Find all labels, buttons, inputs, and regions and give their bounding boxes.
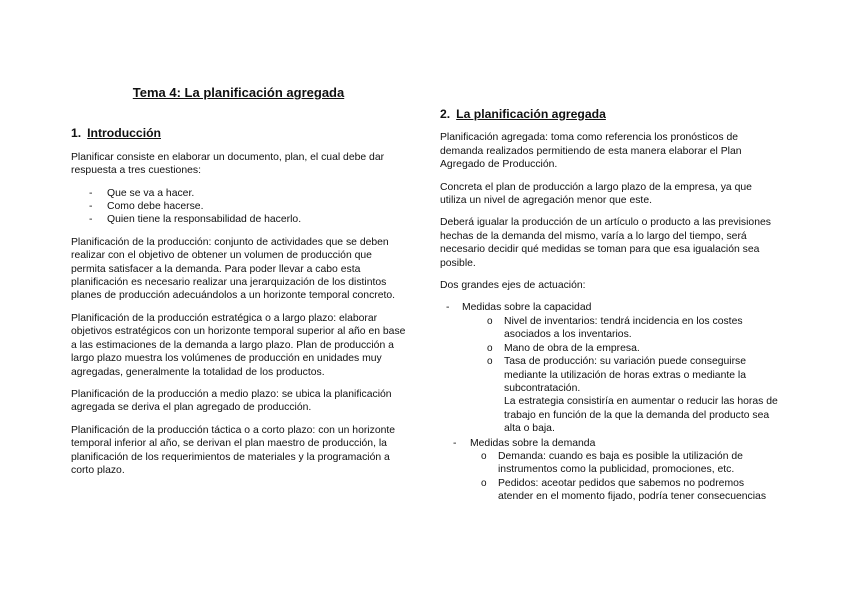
section-2-title: La planificación agregada — [456, 107, 606, 121]
list-item: - Como debe hacerse. — [71, 200, 406, 213]
section-1-number: 1. — [71, 126, 82, 141]
section-2-number: 2. — [440, 107, 451, 121]
axes-list — [440, 301, 780, 503]
medium-term-paragraph: Planificación de la producción a medio plazo: se ubica la planificación agregada se deriva el plan agregado de producción. — [71, 388, 392, 414]
intro-paragraph: Planificar consiste en elaborar un documento, plan, el cual debe dar respuesta a tres cuestiones: — [71, 151, 385, 177]
definition-paragraph: Planificación agregada: toma como referencia los pronósticos de demanda realizados permitiendo de esta manera elaborar el Plan Agregado de Producción. — [440, 132, 742, 171]
list-item: o Mano de obra de la empresa. — [484, 342, 780, 355]
list-item: o Pedidos: aceotar pedidos que sabemos no podremos atender en el momento fijado, podría tener consecuencias — [478, 477, 780, 504]
section-1-heading — [71, 127, 406, 140]
list-item: - Que se va a hacer. — [71, 187, 406, 200]
concreta-paragraph: Concreta el plan de producción a largo plazo de la empresa, ya que utiliza un nivel de agregación menor que este. — [440, 181, 752, 207]
right-column — [440, 108, 780, 505]
strategy-note: La estrategia consistiría en aumentar o reducir las horas de trabajo en función de la que la demanda del producto sea alta o baja. — [504, 396, 778, 435]
axis-capacity — [440, 301, 780, 435]
left-column — [71, 86, 406, 486]
production-planning-paragraph: Planificación de la producción: conjunto de actividades que se deben realizar con el objetivo de obtener un volumen de producción que permita satisfacer a la demanda. Para poder llevar a cabo esta planificación es necesario realizar una jerarquización de los distintos planes de producción adecuándolos a un horizonte temporal concreto. — [71, 236, 396, 302]
axis-demand — [440, 437, 780, 504]
section-1-title: Introducción — [87, 126, 161, 141]
list-item: o Nivel de inventarios: tendrá incidencia en los costes asociados a los inventarios. — [484, 315, 780, 342]
list-item-text: Tasa de producción: su variación puede conseguirse mediante la utilización de horas extras o mediante la subcontratación. — [504, 356, 747, 394]
strategic-planning-paragraph: Planificación de la producción estratégica o a largo plazo: elaborar objetivos estratégicos con un horizonte temporal superior al año en base a las estimaciones de la demanda a largo plazo. Plan de producción a largo plazo muestra los volúmenes de producción en unidades muy agregadas, generalmente la totalidad de los productos. — [71, 312, 406, 378]
capacity-measures-list — [462, 315, 780, 436]
axis-demand-label: Medidas sobre la demanda — [470, 437, 596, 449]
list-item: o Demanda: cuando es baja es posible la utilización de instrumentos como la publicidad, promociones, etc. — [478, 450, 780, 477]
demand-measures-list — [470, 450, 780, 504]
list-item: - Quien tiene la responsabilidad de hacerlo. — [71, 213, 406, 226]
questions-list — [71, 187, 406, 227]
document-title: Tema 4: La planificación agregada — [132, 85, 345, 100]
igualar-paragraph: Deberá igualar la producción de un artículo o producto a las previsiones hechas de la demanda del mismo, varía a lo largo del tiempo, será necesario decidir qué medidas se toman para que esa igualación sea posible. — [440, 217, 771, 269]
section-2-heading — [440, 108, 780, 121]
list-item — [484, 355, 780, 435]
axis-capacity-label: Medidas sobre la capacidad — [462, 302, 592, 314]
tactical-planning-paragraph: Planificación de la producción táctica o a corto plazo: con un horizonte temporal inferior al año, se derivan el plan maestro de producción, la planificación de los requerimientos de materiales y la programación a corto plazo. — [71, 424, 396, 476]
axes-intro-paragraph: Dos grandes ejes de actuación: — [440, 280, 586, 292]
